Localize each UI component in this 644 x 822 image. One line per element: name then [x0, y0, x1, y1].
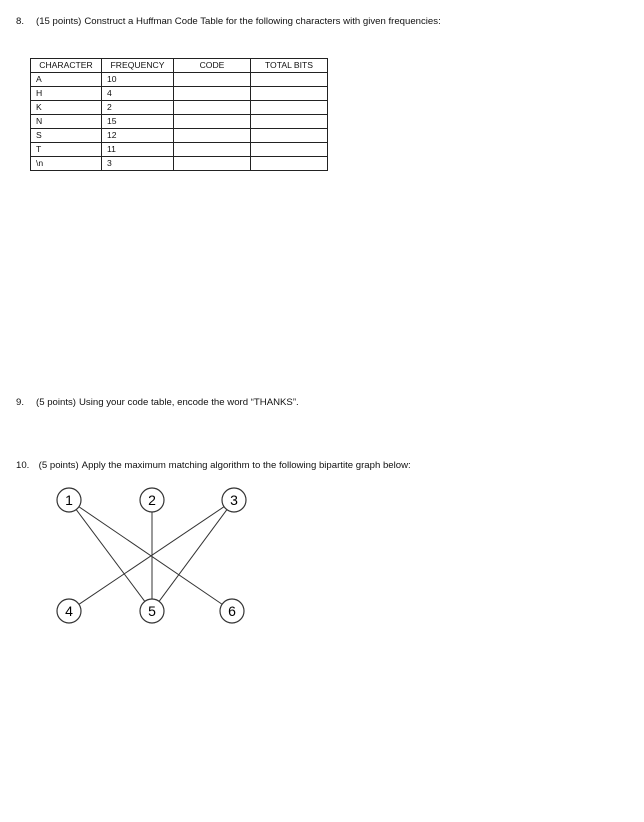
graph-node-1: [57, 488, 81, 512]
node-label: 3: [230, 492, 238, 508]
header-frequency: FREQUENCY: [102, 59, 174, 73]
question-number: 9.: [16, 397, 25, 408]
graph-node-5: [140, 599, 164, 623]
graph-edge-3-5: [159, 510, 227, 602]
node-label: 5: [148, 603, 156, 619]
cell-frequency: 10: [102, 73, 174, 87]
cell-character: H: [31, 87, 102, 101]
node-label: 1: [65, 492, 73, 508]
graph-node-2: [140, 488, 164, 512]
cell-frequency: 2: [102, 101, 174, 115]
header-character: CHARACTER: [31, 59, 102, 73]
question-number: 10.: [16, 460, 30, 471]
graph-edge-1-5: [76, 510, 145, 602]
node-label: 2: [148, 492, 156, 508]
graph-node-6: [220, 599, 244, 623]
header-total-bits: TOTAL BITS: [251, 59, 328, 73]
question-points: (5 points): [38, 460, 79, 471]
question-points: (5 points): [36, 397, 76, 408]
node-label: 4: [65, 603, 73, 619]
graph-node-4: [57, 599, 81, 623]
graph-node-3: [222, 488, 246, 512]
header-code: CODE: [174, 59, 251, 73]
cell-character: A: [31, 73, 102, 87]
cell-character: K: [31, 101, 102, 115]
question-text: Using your code table, encode the word “THANKS”.: [79, 397, 299, 408]
question-text: Apply the maximum matching algorithm to the following bipartite graph below:: [81, 460, 411, 471]
cell-frequency: 4: [102, 87, 174, 101]
cell-character: \n: [31, 157, 102, 171]
node-label: 6: [228, 603, 236, 619]
cell-character: N: [31, 115, 102, 129]
cell-frequency: 15: [102, 115, 174, 129]
cell-character: T: [31, 143, 102, 157]
cell-frequency: 3: [102, 157, 174, 171]
question-number: 8.: [16, 16, 25, 27]
question-points: (15 points): [36, 16, 82, 27]
question-text: Construct a Huffman Code Table for the following characters with given frequencies:: [84, 16, 441, 27]
cell-character: S: [31, 129, 102, 143]
cell-frequency: 11: [102, 143, 174, 157]
cell-frequency: 12: [102, 129, 174, 143]
